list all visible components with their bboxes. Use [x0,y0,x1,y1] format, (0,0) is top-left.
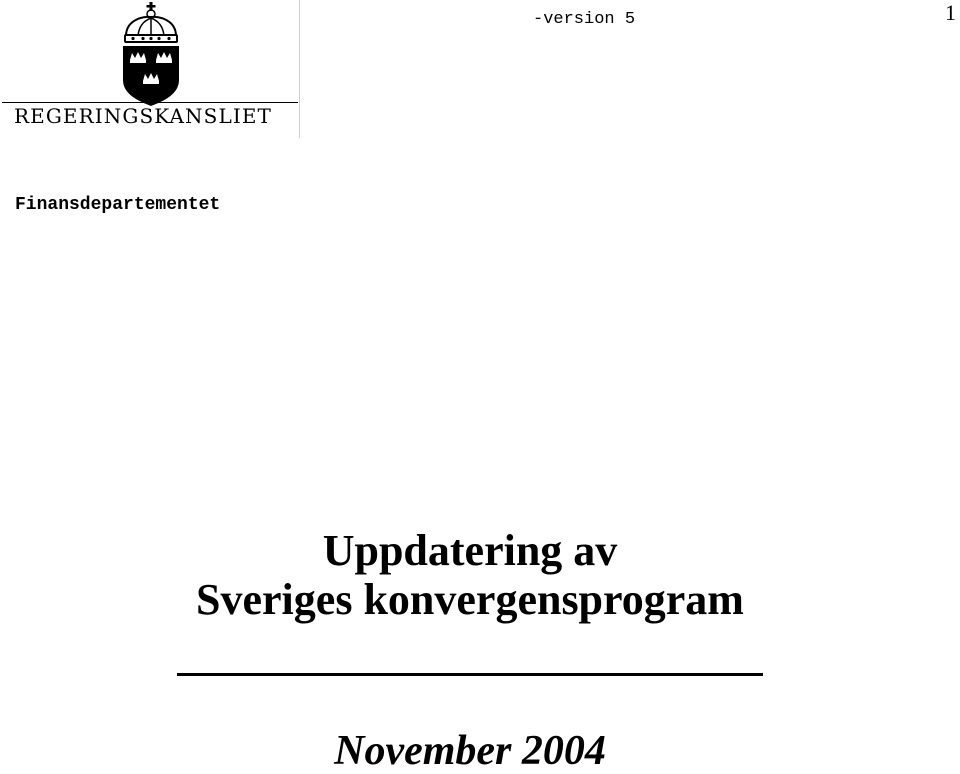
document-title-line-1: Uppdatering av [322,526,618,575]
version-label: -version 5 [533,10,636,29]
document-title-line-2: Sveriges konvergensprogram [196,575,744,624]
government-logo [0,0,300,138]
title-divider [177,673,763,676]
department-name: Finansdepartementet [15,195,221,215]
logo-wordmark: REGERINGSKANSLIET [14,104,272,128]
logo-rule [2,102,298,103]
document-date: November 2004 [334,728,606,774]
crown-shield-icon [118,2,184,108]
page-number: 1 [945,0,956,25]
